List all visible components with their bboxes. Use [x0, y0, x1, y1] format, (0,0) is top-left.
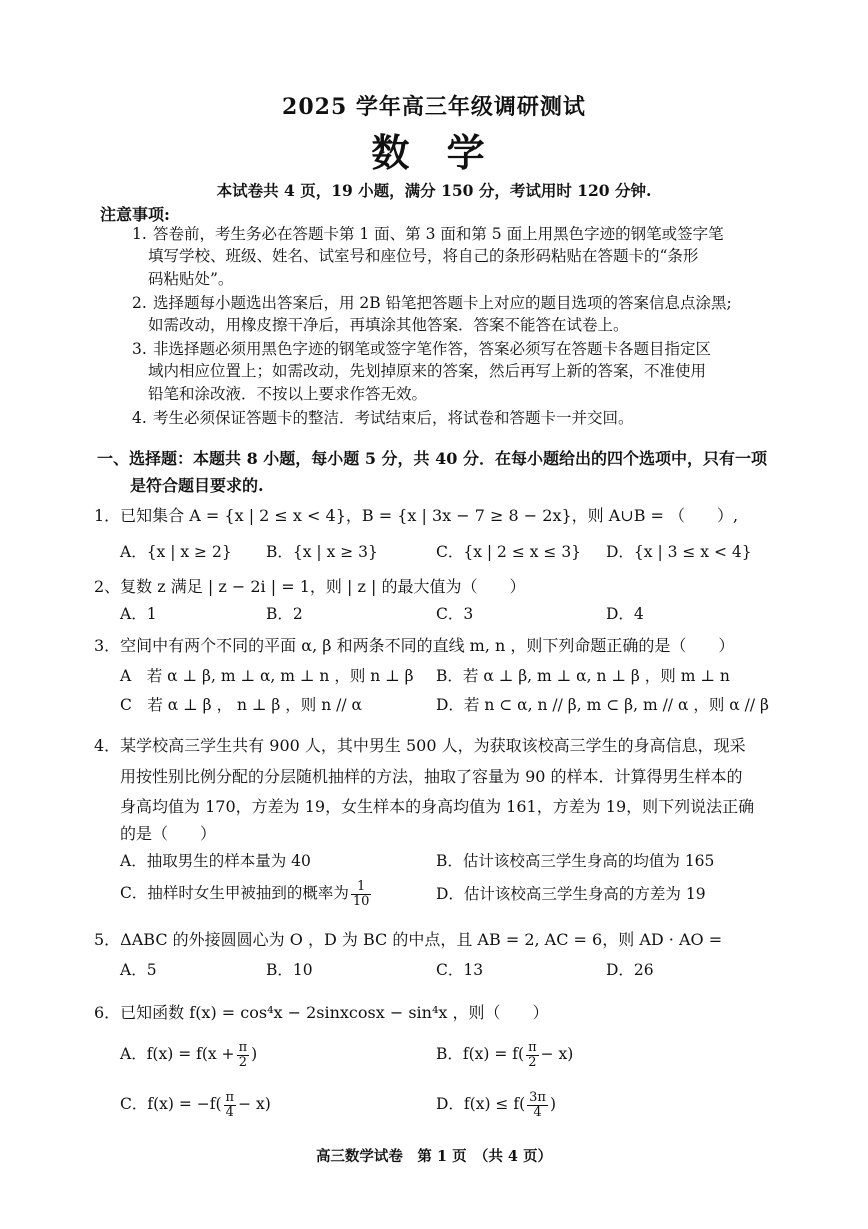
notice-line: 铅笔和涂改液．不按以上要求作答无效。 — [148, 385, 428, 403]
notice-num: 2. — [132, 294, 147, 312]
fraction-numerator: 3π — [529, 1089, 546, 1105]
q6-option-c — [120, 1086, 271, 1122]
question-4-line-4: 的是（ ） — [120, 824, 217, 843]
q2-option-b: B．2 — [266, 605, 303, 623]
q2-option-c: C．3 — [436, 605, 474, 623]
q6-option-c-tail: − x) — [238, 1095, 271, 1113]
question-4-line-2: 用按性别比例分配的分层随机抽样的方法，抽取了容量为 90 的样本．计算得男生样本的 — [120, 767, 743, 786]
q6-option-b-text: B．f(x) = f( — [436, 1045, 525, 1063]
notice-line: 考生必须保证答题卡的整洁．考试结束后，将试卷和答题卡一并交回。 — [152, 409, 634, 427]
q1-option-d: D．{x | 3 ≤ x < 4} — [606, 543, 752, 561]
q6-option-d-text: D．f(x) ≤ f( — [436, 1095, 526, 1113]
notice-line: 域内相应位置上；如需改动，先划掉原来的答案，然后再写上新的答案，不准使用 — [148, 362, 707, 380]
q1-option-b: B．{x | x ≥ 3} — [266, 543, 378, 561]
question-5-stem: 5．ΔABC 的外接圆圆心为 O ，D 为 BC 的中点，且 AB = 2, AC = 6，则 AD · AO = — [94, 930, 723, 949]
notice-item-4 — [132, 407, 776, 430]
question-3-stem: 3．空间中有两个不同的平面 α, β 和两条不同的直线 m, n ，则下列命题正确的是（ ） — [94, 636, 735, 655]
fraction-numerator: π — [225, 1089, 235, 1105]
fraction-denominator: 4 — [225, 1104, 234, 1120]
q3-option-c: C 若 α ⊥ β ， n ⊥ β ，则 n // α — [120, 696, 362, 714]
notice-line: 码粘贴处”。 — [148, 270, 234, 288]
q6-option-d-tail: ) — [549, 1095, 557, 1113]
question-1-stem: 1．已知集合 A = {x | 2 ≤ x < 4}，B = {x | 3x − 7 ≥ 8 − 2x}，则 A∪B = （ ）, — [94, 506, 739, 525]
q5-option-d: D．26 — [606, 961, 654, 979]
q3-option-a: A 若 α ⊥ β, m ⊥ α, m ⊥ n ，则 n ⊥ β — [120, 667, 414, 685]
notice-item-3 — [132, 338, 776, 361]
q1-option-a: A．{x | x ≥ 2} — [120, 543, 232, 561]
q2-option-d: D．4 — [606, 605, 644, 623]
notice-item-1 — [132, 223, 776, 246]
question-2-stem: 2、复数 z 满足 | z − 2i | = 1，则 | z | 的最大值为（ ） — [94, 577, 526, 596]
q5-option-c: C．13 — [436, 961, 484, 979]
notice-num: 3. — [132, 340, 147, 358]
q5-option-a: A．5 — [120, 961, 157, 979]
notice-line: 填写学校、班级、姓名、试室号和座位号，将自己的条形码粘贴在答题卡的“条形 — [148, 247, 699, 265]
q6-option-b — [436, 1036, 573, 1072]
q3-option-d: D．若 n ⊂ α, n // β, m ⊂ β, m // α ，则 α // β — [436, 696, 769, 714]
q6-option-a-text: A．f(x) = f(x + — [120, 1045, 235, 1063]
section-heading: 一、选择题：本题共 8 小题，每小题 5 分，共 40 分．在每小题给出的四个选项中，只有一项 — [97, 449, 767, 468]
q6-option-a — [120, 1036, 257, 1072]
fraction-denominator: 2 — [238, 1054, 247, 1070]
exam-info: 本试卷共 4 页，19 小题，满分 150 分，考试用时 120 分钟. — [216, 181, 652, 200]
q4-option-a: A．抽取男生的样本量为 40 — [120, 852, 311, 870]
fraction-denominator: 2 — [528, 1054, 537, 1070]
q4-option-c-text: C．抽样时女生甲被抽到的概率为 — [120, 884, 349, 902]
subject-title: 数 学 — [371, 130, 497, 175]
q6-option-b-tail: − x) — [540, 1045, 574, 1063]
notice-item-2 — [132, 292, 776, 315]
question-6-stem: 6．已知函数 f(x) = cos⁴x − 2sinxcosx − sin⁴x ，则（ ） — [94, 1003, 549, 1022]
fraction-numerator: 1 — [351, 880, 372, 895]
exam-title: 2025 学年高三年级调研测试 — [282, 94, 586, 120]
notice-num: 4. — [132, 409, 147, 427]
fraction-denominator: 10 — [352, 893, 370, 909]
fraction — [527, 1091, 548, 1120]
q3-option-b: B．若 α ⊥ β, m ⊥ α, n ⊥ β ，则 m ⊥ n — [436, 667, 730, 685]
fraction-denominator: 4 — [533, 1104, 542, 1120]
q4-option-b: B．估计该校高三学生身高的均值为 165 — [436, 852, 715, 870]
notice-heading: 注意事项: — [100, 205, 170, 224]
q5-option-b: B．10 — [266, 961, 313, 979]
q6-option-d — [436, 1086, 556, 1122]
notice-line: 选择题每小题选出答案后，用 2B 铅笔把答题卡上对应的题目选项的答案信息点涂黑; — [152, 294, 732, 312]
q1-option-c: C．{x | 2 ≤ x ≤ 3} — [436, 543, 582, 561]
fraction — [526, 1041, 539, 1070]
question-4-line-1: 4．某学校高三学生共有 900 人，其中男生 500 人，为获取该校高三学生的身高信息，现采 — [94, 736, 746, 755]
notice-line: 非选择题必须用黑色字迹的钢笔或签字笔作答，答案必须写在答题卡各题目指定区 — [152, 340, 711, 358]
fraction — [237, 1041, 250, 1070]
q2-option-a: A．1 — [120, 605, 157, 623]
page-footer: 高三数学试卷 第 1 页 （共 4 页） — [315, 1148, 553, 1165]
fraction-numerator: π — [528, 1039, 537, 1055]
notice-line: 如需改动，用橡皮擦干净后，再填涂其他答案．答案不能答在试卷上。 — [148, 316, 629, 334]
question-4-line-3: 身高均值为 170，方差为 19，女生样本的身高均值为 161，方差为 19，则下列说法正确 — [120, 797, 755, 816]
fraction — [224, 1091, 237, 1120]
fraction — [351, 880, 372, 909]
notice-line: 答卷前，考生务必在答题卡第 1 面、第 3 面和第 5 面上用黑色字迹的钢笔或签字笔 — [152, 225, 724, 243]
q4-option-d: D．估计该校高三学生身高的方差为 19 — [436, 885, 706, 903]
q4-option-c — [120, 875, 373, 911]
q6-option-a-tail: ) — [251, 1045, 258, 1063]
section-heading-cont: 是符合题目要求的. — [130, 476, 264, 495]
q6-option-c-text: C．f(x) = −f( — [120, 1095, 222, 1113]
fraction-numerator: π — [238, 1039, 248, 1055]
notice-num: 1. — [132, 225, 147, 243]
